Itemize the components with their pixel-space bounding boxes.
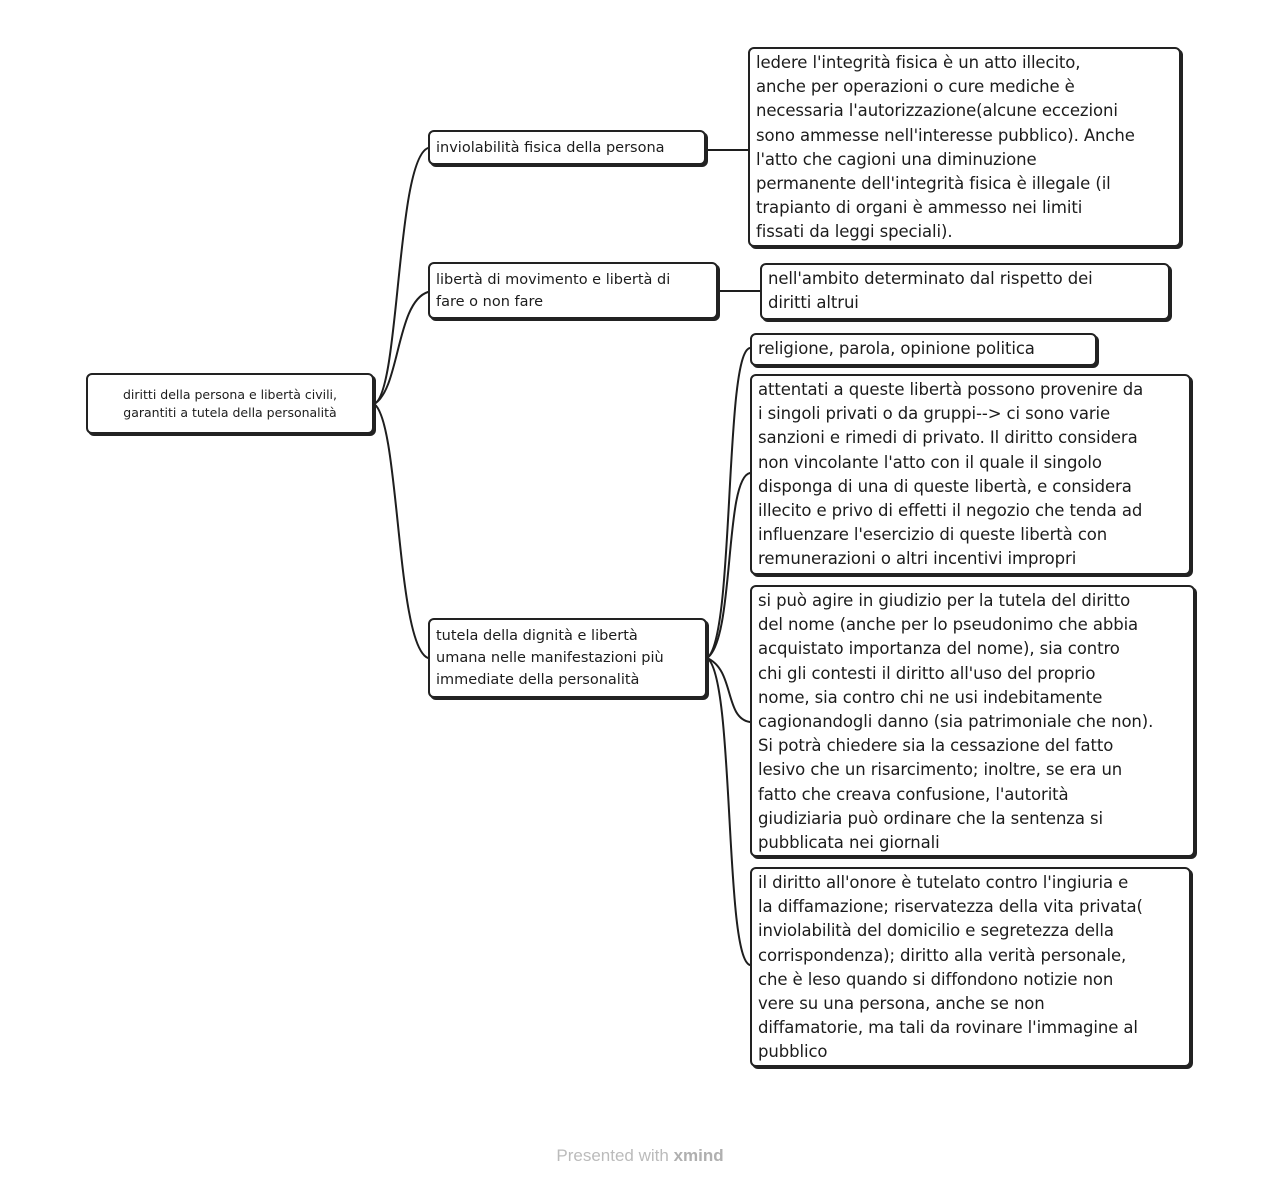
leaf-integrita-fisica[interactable]	[748, 47, 1181, 247]
connector-root-branch-3	[374, 404, 428, 658]
leaf-attentati-liberta[interactable]	[750, 374, 1191, 575]
leaf-text: nell'ambito determinato dal rispetto dei diritti altrui	[768, 269, 1093, 313]
branch-label: tutela della dignità e libertà umana nelle manifestazioni più immediate della personalità	[436, 628, 664, 688]
connector-branch-3-leaf-6	[707, 658, 750, 965]
leaf-text: attentati a queste libertà possono provenire da i singoli privati o da gruppi--> ci sono varie sanzioni e rimedi di privato. Il diritto considera non vincolante l'atto con il quale il singolo disponga di una di queste libertà, e considera illecito e privo di effetti il negozio che tenda ad influenzare l'esercizio di queste libertà con remunerazioni o altri incentivi impropri	[758, 380, 1144, 569]
leaf-religione-parola[interactable]	[750, 333, 1097, 366]
connector-root-branch-1	[374, 148, 428, 404]
root-topic-label: diritti della persona e libertà civili, garantiti a tutela della personalità	[123, 386, 337, 420]
leaf-text: religione, parola, opinione politica	[758, 339, 1035, 358]
xmind-logo-text: xmind	[673, 1146, 724, 1165]
leaf-text: ledere l'integrità fisica è un atto illecito, anche per operazioni o cure mediche è necessaria l'autorizzazione(alcune eccezioni sono ammesse nell'interesse pubblico). Anche l'atto che cagioni una diminuzione permanente dell'integrità fisica è illegale (il trapianto di organi è ammesso nei limiti fissati da leggi speciali).	[756, 53, 1135, 242]
leaf-text: si può agire in giudizio per la tutela del diritto del nome (anche per lo pseudonimo che abbia acquistato importanza del nome), sia contro chi gli contesti il diritto all'uso del proprio nome, sia contro chi ne usi indebitamente cagionandogli danno (sia patrimoniale che non). Si potrà chiedere sia la cessazione del fatto lesivo che un risarcimento; inoltre, se era un fatto che creava confusione, l'autorità giudiziaria può ordinare che la sentenza si pubblicata nei giornali	[758, 591, 1154, 853]
root-topic[interactable]	[86, 373, 374, 434]
connector-branch-3-leaf-3	[707, 348, 750, 658]
presented-with-footer	[0, 1146, 1280, 1166]
leaf-text: il diritto all'onore è tutelato contro l'ingiuria e la diffamazione; riservatezza della vita privata( inviolabilità del domicilio e segretezza della corrispondenza); diritto alla verità personale, che è leso quando si diffondono notizie non vere su una persona, anche se non diffamatorie, ma tali da rovinare l'immagine al pubblico	[758, 873, 1143, 1062]
leaf-diritto-nome[interactable]	[750, 585, 1195, 857]
leaf-rispetto-diritti-altrui[interactable]	[760, 263, 1170, 320]
leaf-diritto-onore[interactable]	[750, 867, 1191, 1067]
branch-liberta-movimento[interactable]	[428, 262, 718, 319]
connector-root-branch-2	[374, 292, 428, 404]
footer-prefix: Presented with	[556, 1146, 674, 1165]
branch-label: libertà di movimento e libertà di fare o non fare	[436, 271, 671, 310]
branch-tutela-dignita[interactable]	[428, 618, 707, 698]
branch-label: inviolabilità fisica della persona	[436, 139, 665, 156]
branch-inviolabilita-fisica[interactable]	[428, 130, 706, 165]
